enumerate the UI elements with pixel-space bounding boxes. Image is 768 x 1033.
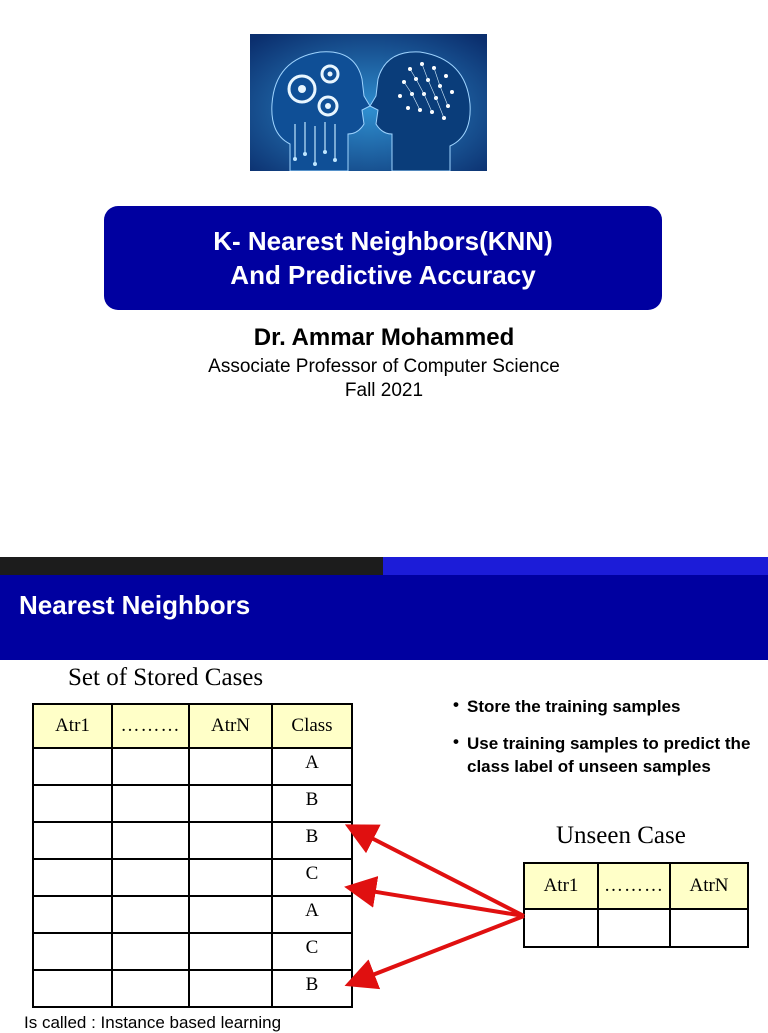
table-row <box>33 785 352 822</box>
stored-cases-table <box>32 703 353 1008</box>
hero-illustration <box>250 34 487 171</box>
table-row <box>524 909 748 947</box>
bullet-text: Store the training samples <box>467 697 681 716</box>
title-line-1: K- Nearest Neighbors(KNN) <box>213 226 553 256</box>
table-row <box>33 748 352 785</box>
class-cell: A <box>272 748 352 785</box>
bullet-mark: • <box>453 732 459 751</box>
arrow-to-row-7 <box>352 916 524 983</box>
footer-text: Is called : Instance based learning <box>24 1013 282 1032</box>
header-cell: AtrN <box>670 863 748 909</box>
author-name: Dr. Ammar Mohammed <box>253 324 515 351</box>
class-cell: B <box>272 822 352 859</box>
slide-heading: Nearest Neighbors <box>19 590 251 620</box>
table-header-row <box>524 863 748 909</box>
table-header-row <box>33 704 352 748</box>
arrow-to-row-5 <box>352 888 524 916</box>
title-line-2: And Predictive Accuracy <box>230 260 536 290</box>
arrow-to-row-3 <box>352 828 524 916</box>
class-cell: B <box>272 785 352 822</box>
bullet-list <box>453 695 753 792</box>
bullet-item <box>453 695 753 718</box>
author-position: Associate Professor of Computer Science <box>208 356 560 377</box>
class-cell: A <box>272 896 352 933</box>
top-bar-blue <box>383 557 768 575</box>
table-row <box>33 859 352 896</box>
class-cell: C <box>272 859 352 896</box>
class-cell: C <box>272 933 352 970</box>
top-bar-dark <box>0 557 383 575</box>
header-cell: AtrN <box>189 704 272 748</box>
title-box <box>104 206 662 310</box>
table-row <box>33 933 352 970</box>
header-cell: ……… <box>598 863 670 909</box>
header-cell: Class <box>272 704 352 748</box>
unseen-case-table <box>523 862 749 948</box>
unseen-case-caption: Unseen Case <box>556 822 686 849</box>
bullet-item <box>453 732 753 778</box>
table-row <box>33 970 352 1007</box>
header-cell: Atr1 <box>33 704 112 748</box>
stored-cases-caption: Set of Stored Cases <box>68 664 264 691</box>
table-row <box>33 822 352 859</box>
header-cell: ……… <box>112 704 189 748</box>
table-row <box>33 896 352 933</box>
bullet-mark: • <box>453 695 459 714</box>
header-cell: Atr1 <box>524 863 598 909</box>
term: Fall 2021 <box>344 380 424 401</box>
class-cell: B <box>272 970 352 1007</box>
bullet-text: Use training samples to predict the class label of unseen samples <box>467 734 751 776</box>
